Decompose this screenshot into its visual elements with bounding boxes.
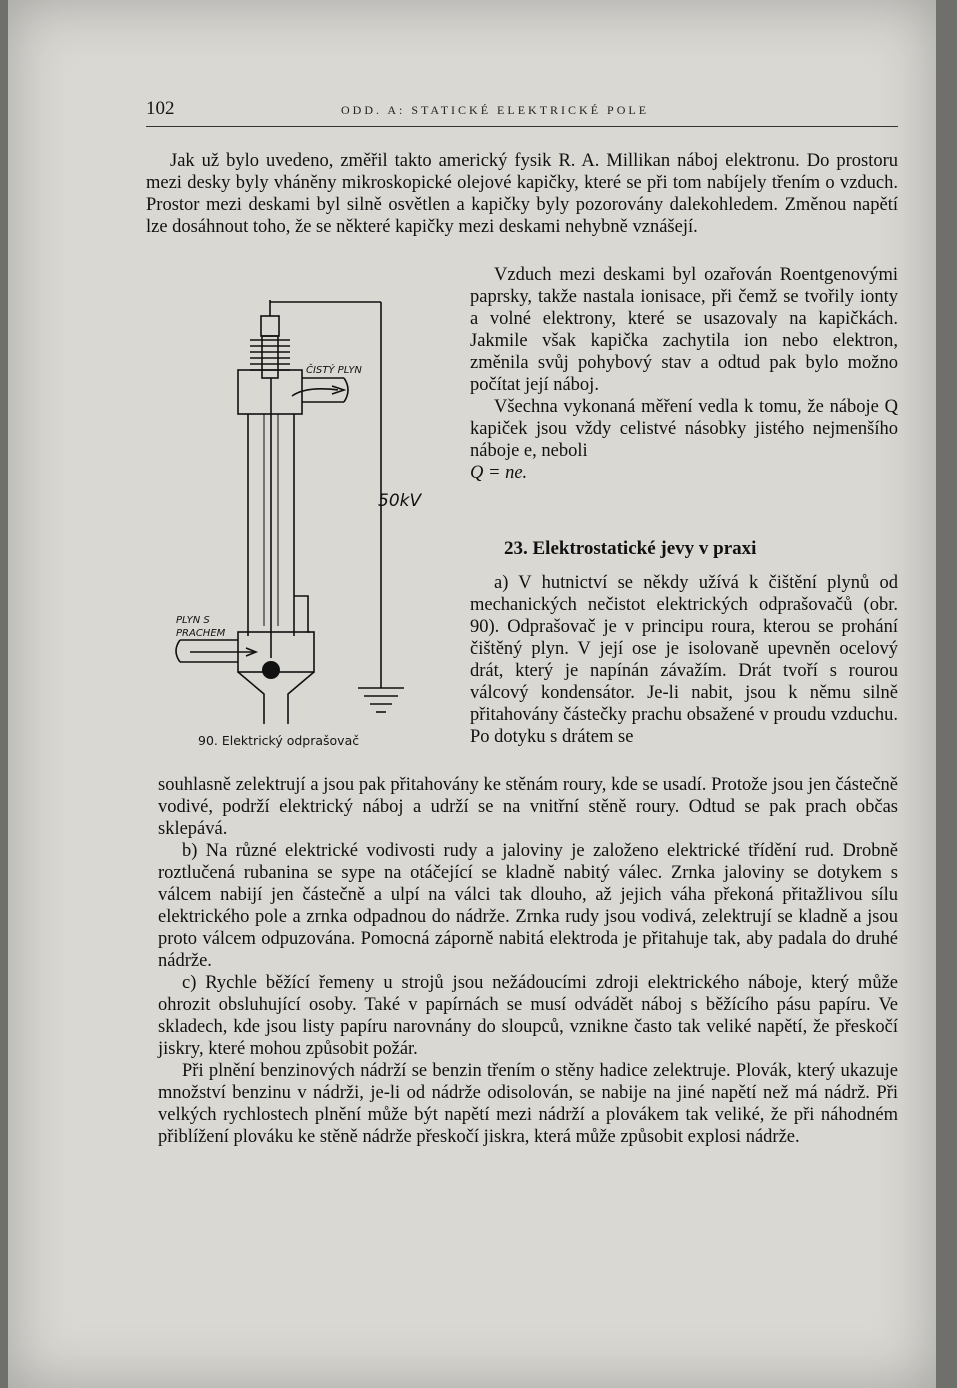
paragraph-roentgen: Vzduch mezi deskami byl ozařován Roentgenovými paprsky, takže nastala ionisace, při čemž se tvořily ionty a volné elektrony, které se usazovaly na kapičkách. Jakmile však kapička zachytila ion nebo elektron, změnila svůj pohybový stav a odtud pak bylo možno počítat její náboj. bbox=[470, 265, 898, 395]
insulator-fins bbox=[250, 340, 290, 370]
figure-caption: 90. Elektrický odprašovač bbox=[198, 733, 360, 748]
inlet-opening bbox=[176, 640, 180, 662]
right-column-top bbox=[470, 264, 898, 484]
right-column-bottom bbox=[470, 572, 898, 748]
side-support bbox=[294, 596, 310, 632]
top-chamber bbox=[238, 370, 302, 414]
full-width-text bbox=[158, 774, 898, 1148]
gas-flow-arrow bbox=[292, 389, 338, 396]
label-voltage: 50kV bbox=[378, 491, 422, 511]
paragraph-belts: c) Rychle běžící řemeny u strojů jsou nežádoucími zdroji elektrického náboje, který může ohrozit obsluhující osoby. Také v papírnách se musí odvádět náboj s běžícího pásu papíru. Ve skladech, kde jsou listy papíru narovnány do sloupců, vznikne často tak veliké napětí, že přeskočí jiskry, které mohou způsobit požár. bbox=[158, 973, 898, 1059]
intro-paragraph-block bbox=[146, 150, 898, 238]
book-page bbox=[8, 0, 936, 1388]
insulator-body bbox=[262, 336, 278, 378]
tension-weight bbox=[262, 661, 280, 679]
paragraph-fuel-tanks: Při plnění benzinových nádrží se benzin třením o stěny hadice zelektruje. Plovák, který ukazuje množství benzinu v nádrži, je-li od nádrže odisolován, se nabije na jiné napětí než má nádrž. Při velkých rychlostech plnění může být napětí mezi nádrží a plovákem tak veliké, že při náhodném přiblížení plováku ke stěně nádrže přeskočí jiskra, která může způsobit explosi nádrže. bbox=[158, 1061, 898, 1147]
dust-hopper bbox=[238, 672, 314, 724]
label-dusty-gas-line2: PRACHEM bbox=[176, 628, 226, 639]
ground-symbol bbox=[358, 688, 404, 712]
page-number: 102 bbox=[146, 98, 175, 119]
page-header bbox=[146, 96, 898, 127]
label-dusty-gas-line1: PLYN S bbox=[176, 615, 210, 626]
insulator-cap bbox=[261, 316, 279, 336]
label-clean-gas: ČISTÝ PLYN bbox=[306, 365, 362, 376]
paragraph-dust-continued: souhlasně zelektrují a jsou pak přitahovány ke stěnám roury, kde se usadí. Protože jsou jen částečně vodivé, podrží elektrický náboj a udrží se na vnitřní stěně roury. Odtud se pak prach občas sklepává. bbox=[158, 775, 898, 839]
running-head: ODD. A: STATICKÉ ELEKTRICKÉ POLE bbox=[341, 103, 650, 117]
intro-paragraph: Jak už bylo uvedeno, změřil takto americký fysik R. A. Millikan náboj elektronu. Do prostoru mezi desky byly vháněny mikroskopické olejové kapičky, které se při tom nabíjely třením o vzduch. Prostor mezi deskami byl silně osvětlen a kapičky byly pozorovány dalekohledem. Změnou napětí lze dosáhnout toho, že se některé kapičky mezi deskami nehybně vznášejí. bbox=[146, 151, 898, 237]
formula: Q = ne. bbox=[470, 463, 528, 483]
precipitator-diagram bbox=[166, 296, 456, 726]
paragraph-ore-sorting: b) Na různé elektrické vodivosti rudy a jaloviny je založeno elektrické třídění rud. Drobně roztlučená rubanina se sype na otáčející se kladně nabitý válec. Zrnka jaloviny se dotykem s válcem nabijí jen částečně a ulpí na válci tak dlouho, až jejich váha překoná přitažlivou sílu elektrického pole a zrnka odpadnou do nádrže. Zrnka rudy jsou vodivá, zelektrují se kladně a jsou proto válcem odpuzována. Pomocná záporně nabitá elektroda je přitahuje tak, aby padala do druhé nádrže. bbox=[158, 841, 898, 971]
paragraph-measurements: Všechna vykonaná měření vedla k tomu, že náboje Q kapiček jsou vždy celistvé násobky jistého nejmenšího náboje e, neboli bbox=[470, 397, 898, 461]
section-title: 23. Elektrostatické jevy v praxi bbox=[504, 538, 757, 559]
dusty-gas-inlet bbox=[180, 640, 238, 662]
paragraph-dust-precipitator: a) V hutnictví se někdy užívá k čištění plynů od mechanických nečistot elektrických odprašovačů (obr. 90). Odprašovač je v principu roura, kterou se prohání čištěný plyn. V její ose je isolovaně upevněn ocelový drát, který je napínán závažím. Drát tvoří s rourou válcový kondensátor. Je-li nabit, jsou k němu silně přitahovány částečky prachu obsažené v proudu vzduchu. Po dotyku s drátem se bbox=[470, 573, 898, 747]
